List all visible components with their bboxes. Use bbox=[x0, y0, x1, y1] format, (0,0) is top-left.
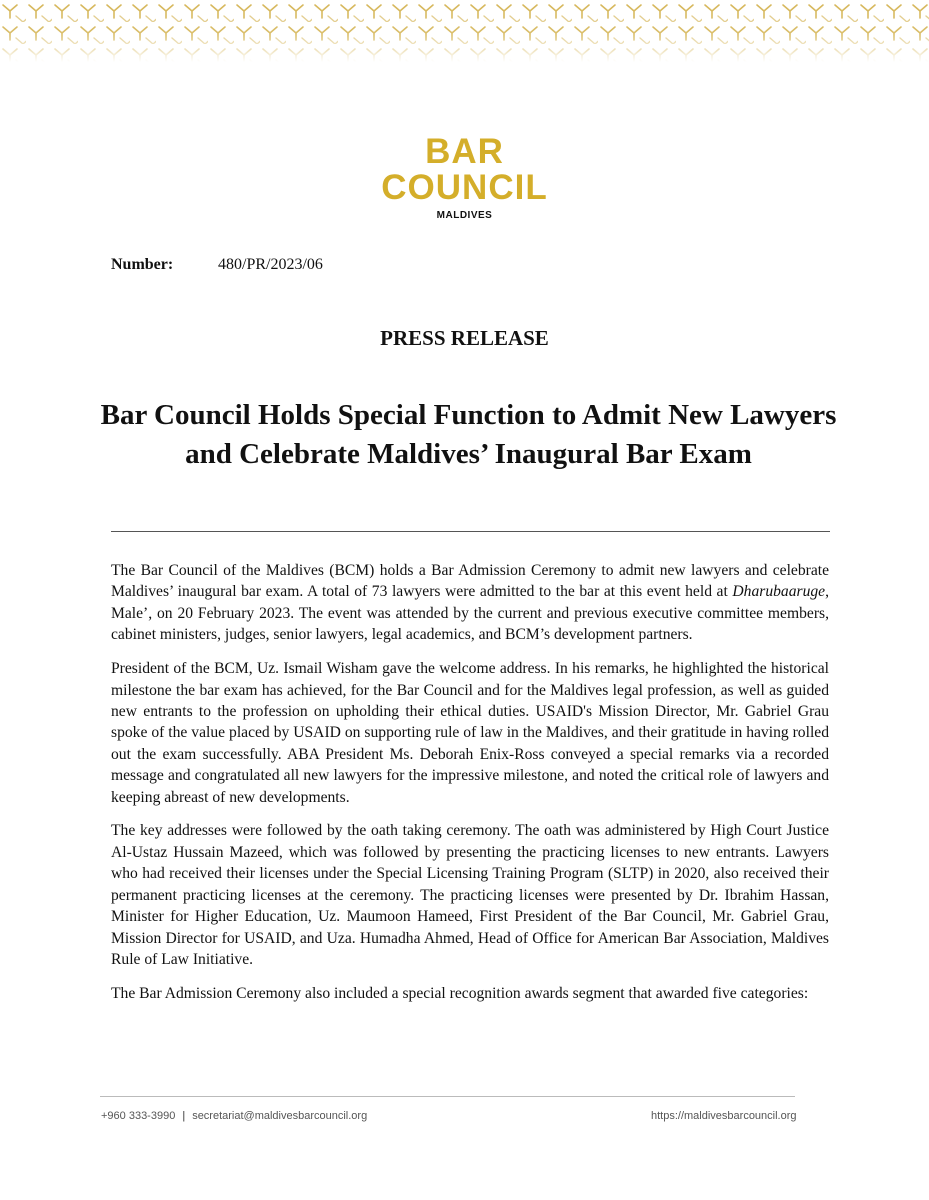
document-type: PRESS RELEASE bbox=[380, 326, 549, 350]
paragraph-3: The key addresses were followed by the oath taking ceremony. The oath was administered by High Court Justice Al-Ustaz Hussain Mazeed, which was followed by presenting the practicing licenses to new entrants. Lawyers who had received their licenses under the Special Licensing Training Program (SLTP) in 2020, also received their permanent practicing licenses at the ceremony. The practicing licenses were presented by Dr. Ibrahim Hassan, Minister for Higher Education, Uz. Maumoon Hameed, First President of the Bar Council, Mr. Gabriel Grau, Mission Director for USAID, and Uza. Humadha Ahmed, Head of Office for American Bar Association, Maldives Rule of Law Initiative. bbox=[111, 822, 829, 968]
logo-bar: BAR bbox=[425, 132, 504, 171]
paragraph-2: President of the BCM, Uz. Ismail Wisham gave the welcome address. In his remarks, he highlighted the historical milestone the bar exam has achieved, for the Bar Council and for the Maldives legal profession, as well as guided new entrants to the profession on upholding their ethical duties. USAID's Mission Director, Mr. Gabriel Grau spoke of the value placed by USAID on supporting rule of law in the Maldives, and their gratitude in having rolled out the exam successfully. ABA President Ms. Deborah Enix-Ross conveyed a special remarks via a recorded message and congratulated all new lawyers for the impressive milestone, and noted the critical role of lawyers and keeping abreast of new developments. bbox=[111, 660, 829, 806]
paragraph-1: The Bar Council of the Maldives (BCM) holds a Bar Admission Ceremony to admit new lawyers and celebrate Maldives’ inaugural bar exam. A total of 73 lawyers were admitted to the bar at this event held at Dharubaaruge, Male’, on 20 February 2023. The event was attended by the current and previous executive committee members, cabinet ministers, judges, senior lawyers, legal academics, and BCM’s development partners. bbox=[111, 562, 829, 644]
bar-council-logo bbox=[0, 134, 929, 221]
title-divider bbox=[111, 531, 830, 532]
press-release-title: Bar Council Holds Special Function to Admit New Lawyers and Celebrate Maldives’ Inaugural Bar Exam bbox=[100, 399, 837, 470]
paragraph-4: The Bar Admission Ceremony also included a special recognition awards segment that awarded five categories: bbox=[111, 984, 809, 1002]
footer-separator: | bbox=[182, 1110, 186, 1122]
logo-council: COUNCIL bbox=[381, 168, 548, 207]
footer-phone: +960 333-3990 bbox=[101, 1110, 176, 1122]
number-value: 480/PR/2023/06 bbox=[218, 256, 323, 273]
press-release-body bbox=[111, 560, 829, 1017]
number-label: Number: bbox=[111, 256, 174, 273]
logo-maldives: MALDIVES bbox=[436, 210, 493, 221]
footer-website[interactable]: https://maldivesbarcouncil.org bbox=[651, 1110, 797, 1122]
footer-divider bbox=[100, 1096, 795, 1097]
venue-name: Dharubaaruge bbox=[732, 583, 826, 601]
document-number bbox=[111, 256, 323, 274]
footer-contact bbox=[101, 1110, 367, 1122]
gold-pattern-header bbox=[0, 0, 929, 62]
footer-email[interactable]: secretariat@maldivesbarcouncil.org bbox=[192, 1110, 368, 1122]
